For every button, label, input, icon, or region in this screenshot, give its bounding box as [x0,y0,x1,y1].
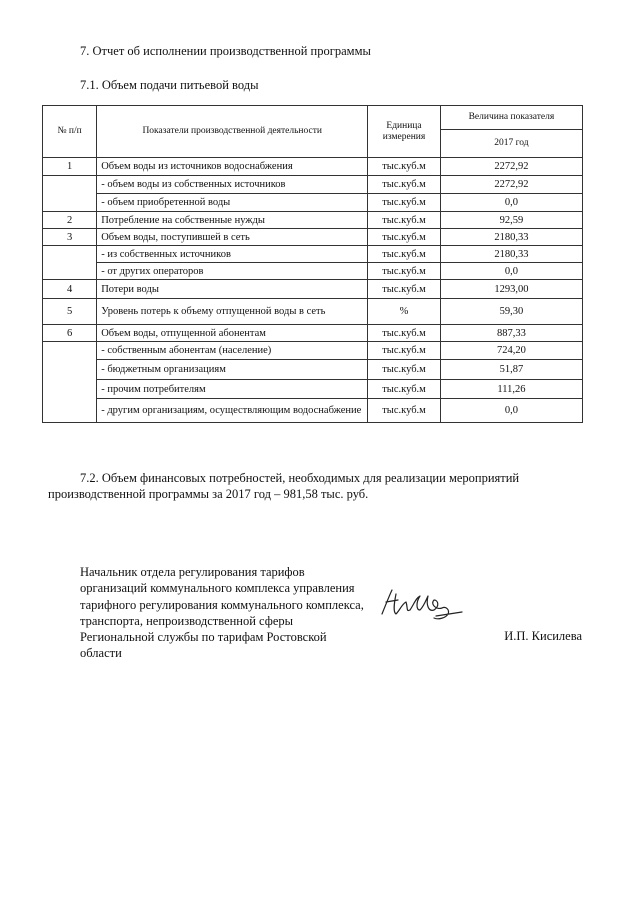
financial-needs-paragraph [48,470,582,502]
row-num: 4 [43,280,97,299]
row-value: 0,0 [440,399,582,423]
row-unit: тыс.куб.м [368,380,441,399]
row-value: 92,59 [440,212,582,229]
header-year: 2017 год [440,130,582,158]
row-value: 51,87 [440,360,582,380]
table-row [43,380,583,399]
table-row [43,263,583,280]
row-unit: тыс.куб.м [368,158,441,176]
row-num: 5 [43,299,97,325]
row-indicator: - объем приобретенной воды [97,194,368,212]
row-indicator: - собственным абонентам (население) [97,342,368,360]
row-value: 2272,92 [440,158,582,176]
para-line-2: производственной программы за 2017 год – 981,58 тыс. руб. [48,487,369,501]
row-value: 2272,92 [440,176,582,194]
water-supply-table [42,105,583,423]
row-unit: тыс.куб.м [368,263,441,280]
row-indicator: - от других операторов [97,263,368,280]
row-indicator: Объем воды из источников водоснабжения [97,158,368,176]
row-indicator: Потребление на собственные нужды [97,212,368,229]
row-value: 2180,33 [440,246,582,263]
header-num: № п/п [43,106,97,158]
row-indicator: Уровень потерь к объему отпущенной воды в сеть [97,299,368,325]
row-value: 111,26 [440,380,582,399]
row-unit: тыс.куб.м [368,194,441,212]
row-indicator: - другим организациям, осуществляющим водоснабжение [97,399,368,423]
row-indicator: - объем воды из собственных источников [97,176,368,194]
row-num: 1 [43,158,97,176]
signer-name: И.П. Кисилева [504,629,582,643]
table-row [43,158,583,176]
row-value: 59,30 [440,299,582,325]
row-unit: тыс.куб.м [368,246,441,263]
row-indicator: - прочим потребителям [97,380,368,399]
row-value: 1293,00 [440,280,582,299]
row-num: 6 [43,325,97,342]
table-row [43,212,583,229]
row-indicator: Объем воды, поступившей в сеть [97,229,368,246]
table-row [43,325,583,342]
row-num [43,342,97,423]
row-indicator: - из собственных источников [97,246,368,263]
table-row [43,280,583,299]
row-value: 0,0 [440,263,582,280]
row-unit: % [368,299,441,325]
row-unit: тыс.куб.м [368,280,441,299]
table-row [43,360,583,380]
row-num [43,246,97,280]
row-num [43,176,97,212]
row-value: 0,0 [440,194,582,212]
row-indicator: Объем воды, отпущенной абонентам [97,325,368,342]
row-unit: тыс.куб.м [368,176,441,194]
header-value: Величина показателя [440,106,582,130]
subsection-heading: 7.1. Объем подачи питьевой воды [80,78,259,92]
table-row [43,399,583,423]
header-indicator: Показатели производственной деятельности [97,106,368,158]
row-value: 2180,33 [440,229,582,246]
row-unit: тыс.куб.м [368,342,441,360]
table-row [43,229,583,246]
handwritten-signature [376,584,466,624]
row-indicator: Потери воды [97,280,368,299]
row-unit: тыс.куб.м [368,229,441,246]
row-value: 887,33 [440,325,582,342]
section-heading: 7. Отчет об исполнении производственной программы [80,44,371,58]
row-value: 724,20 [440,342,582,360]
row-unit: тыс.куб.м [368,399,441,423]
signatory-title: Начальник отдела регулирования тарифов организаций коммунального комплекса управления тарифного регулирования коммунального комплекса, транспорта, непроизводственной сферы Региональной службы по тарифам Ростовской области [80,565,364,661]
row-unit: тыс.куб.м [368,325,441,342]
table-row [43,246,583,263]
table-row [43,342,583,360]
table-row [43,176,583,194]
table-row [43,194,583,212]
row-unit: тыс.куб.м [368,212,441,229]
para-line-1: 7.2. Объем финансовых потребностей, необходимых для реализации мероприятий [80,471,520,485]
row-unit: тыс.куб.м [368,360,441,380]
header-unit: Единица измерения [368,106,441,158]
row-num: 3 [43,229,97,246]
row-indicator: - бюджетным организациям [97,360,368,380]
row-num: 2 [43,212,97,229]
table-row [43,299,583,325]
